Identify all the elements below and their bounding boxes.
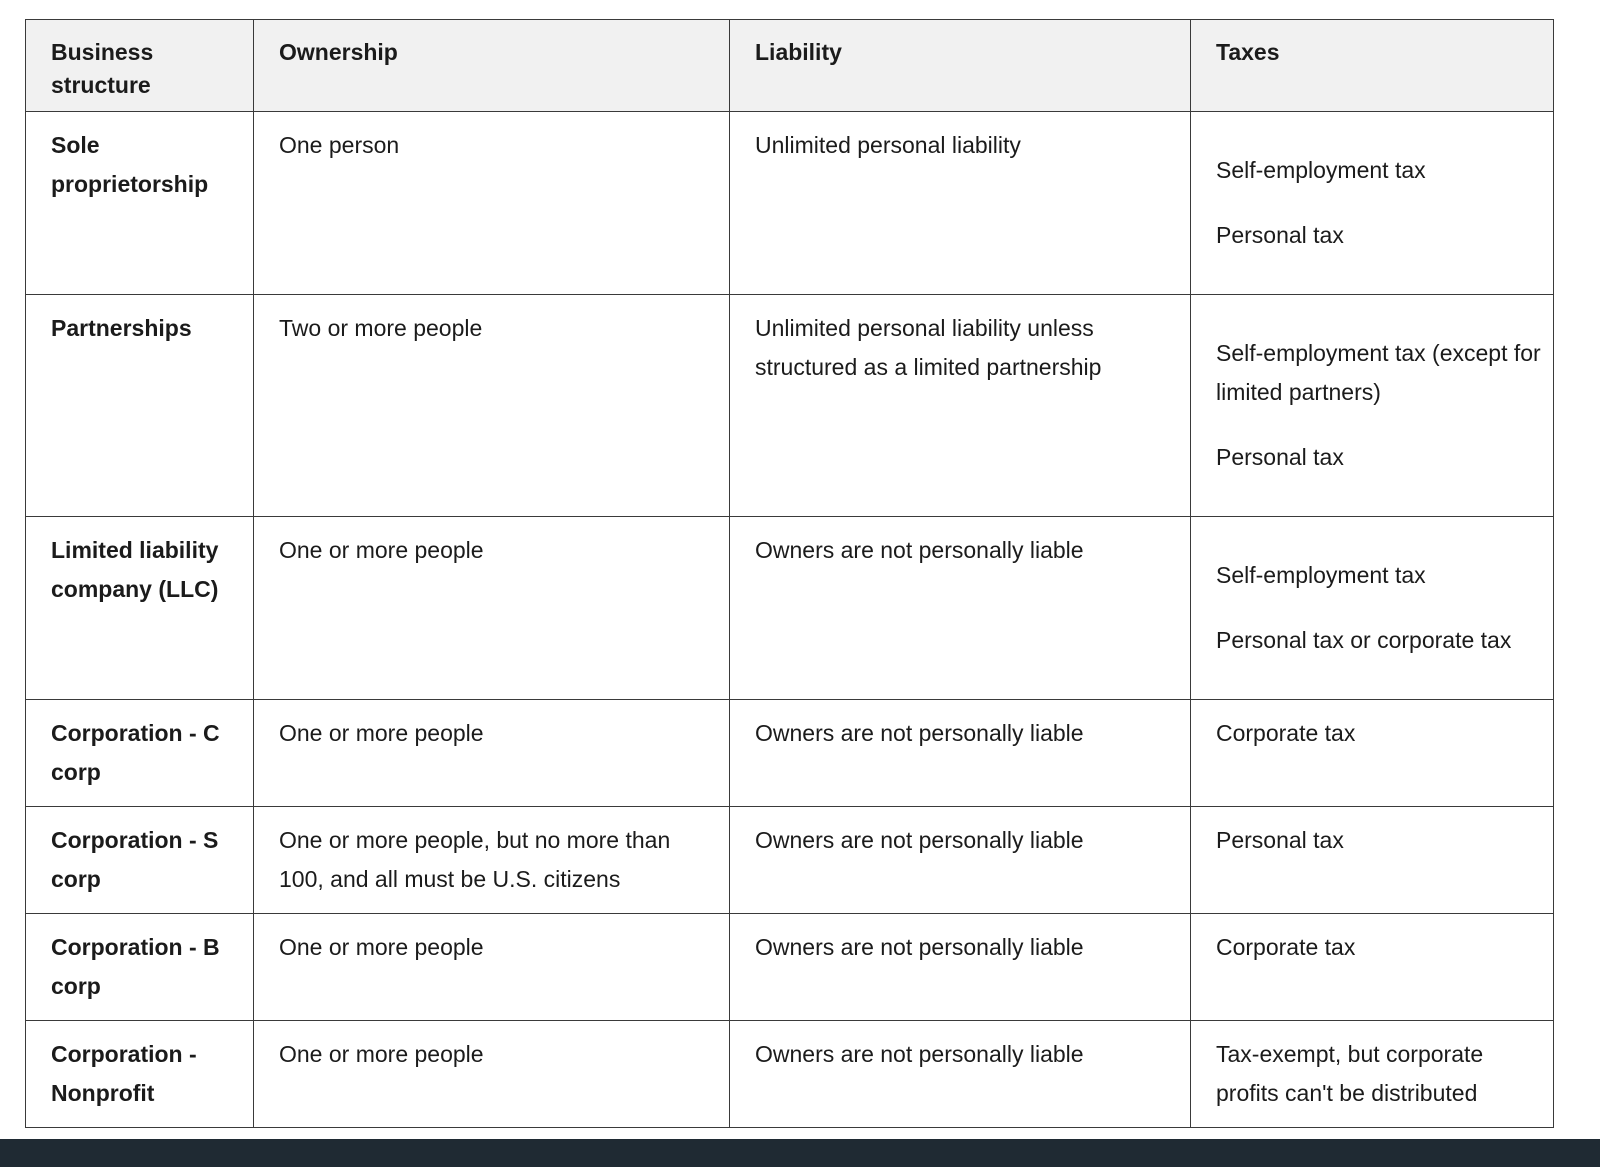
taxes-cell (1191, 517, 1554, 700)
taxes-cell (1191, 112, 1554, 295)
taxes-cell (1191, 700, 1554, 807)
structure-cell: Corporation - S corp (26, 807, 254, 914)
liability-cell: Owners are not personally liable (730, 517, 1191, 700)
ownership-cell: One or more people (254, 1021, 730, 1128)
table-header (26, 20, 1554, 112)
structure-cell: Corporation - Nonprofit (26, 1021, 254, 1128)
structure-cell: Partnerships (26, 295, 254, 517)
tax-line: Personal tax (1216, 827, 1344, 853)
header-ownership: Ownership (254, 20, 730, 112)
ownership-cell: One person (254, 112, 730, 295)
header-row (26, 20, 1554, 112)
liability-cell: Unlimited personal liability unless structured as a limited partnership (730, 295, 1191, 517)
header-liability: Liability (730, 20, 1191, 112)
structure-cell: Limited liability company (LLC) (26, 517, 254, 700)
table-row (26, 700, 1554, 807)
table-row (26, 112, 1554, 295)
tax-line: Self-employment tax (1216, 157, 1426, 183)
business-structure-table (25, 19, 1554, 1128)
tax-line: Personal tax or corporate tax (1216, 627, 1512, 653)
liability-cell: Owners are not personally liable (730, 807, 1191, 914)
ownership-cell: Two or more people (254, 295, 730, 517)
ownership-cell: One or more people (254, 914, 730, 1021)
header-business-structure: Business structure (26, 20, 254, 112)
taxes-cell (1191, 807, 1554, 914)
ownership-cell: One or more people (254, 517, 730, 700)
bottom-edge-bar (0, 1139, 1600, 1167)
table-row (26, 1021, 1554, 1128)
taxes-cell (1191, 914, 1554, 1021)
structure-cell: Corporation - C corp (26, 700, 254, 807)
structure-cell: Corporation - B corp (26, 914, 254, 1021)
tax-line: Corporate tax (1216, 720, 1356, 746)
tax-line: Self-employment tax (except for limited partners) (1216, 340, 1541, 405)
table-row (26, 914, 1554, 1021)
table-body (26, 112, 1554, 1128)
tax-line: Personal tax (1216, 444, 1344, 470)
tax-line: Corporate tax (1216, 934, 1356, 960)
liability-cell: Owners are not personally liable (730, 914, 1191, 1021)
table-row (26, 295, 1554, 517)
header-taxes: Taxes (1191, 20, 1554, 112)
liability-cell: Owners are not personally liable (730, 700, 1191, 807)
tax-line: Self-employment tax (1216, 562, 1426, 588)
tax-line: Personal tax (1216, 222, 1344, 248)
liability-cell: Unlimited personal liability (730, 112, 1191, 295)
liability-cell: Owners are not personally liable (730, 1021, 1191, 1128)
ownership-cell: One or more people (254, 700, 730, 807)
ownership-cell: One or more people, but no more than 100, and all must be U.S. citizens (254, 807, 730, 914)
table-row (26, 517, 1554, 700)
table-row (26, 807, 1554, 914)
taxes-cell (1191, 295, 1554, 517)
structure-cell: Sole proprietorship (26, 112, 254, 295)
tax-line: Tax-exempt, but corporate profits can't be distributed (1216, 1041, 1484, 1106)
taxes-cell (1191, 1021, 1554, 1128)
